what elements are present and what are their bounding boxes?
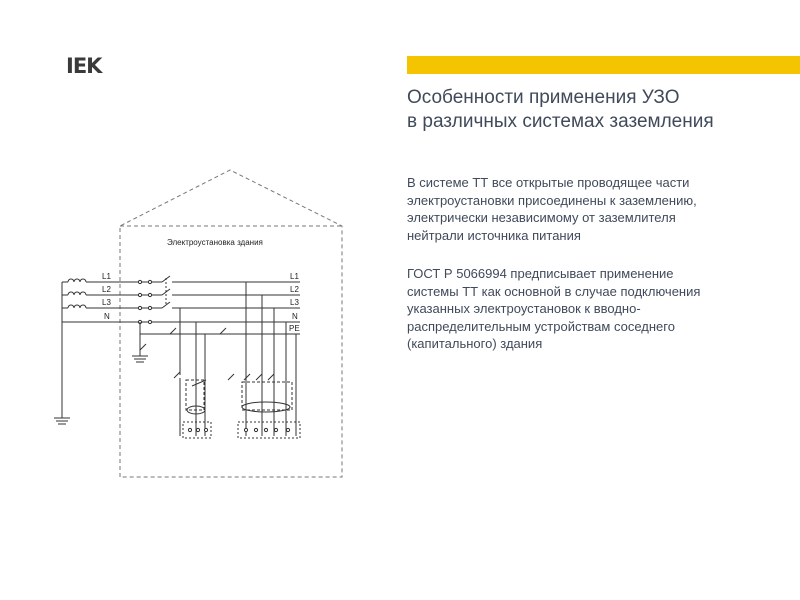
building-label: Электроустановка здания: [167, 238, 263, 247]
branch-1: [170, 308, 211, 438]
paragraph-line: электрически независимому от заземлителя: [407, 210, 676, 225]
branch-2-terminals: [244, 428, 289, 431]
terminals: [138, 280, 151, 323]
outgoing-buses: [140, 282, 300, 350]
left-label-n: N: [104, 312, 110, 321]
main-switch: [162, 276, 182, 308]
paragraph-line: ГОСТ Р 5066994 предписывает применение: [407, 266, 674, 281]
branch-1-terminals: [188, 428, 207, 431]
left-label-l3: L3: [102, 298, 111, 307]
paragraph-line: В системе ТТ все открытые проводящее части: [407, 175, 690, 190]
title-line-2: в различных системах заземления: [407, 111, 714, 132]
paragraph-line: нейтрали источника питания: [407, 227, 581, 243]
incoming-conductors: [86, 282, 140, 322]
right-label-pe: PE: [289, 324, 300, 333]
left-label-l2: L2: [102, 285, 111, 294]
building-outline: [120, 170, 342, 477]
paragraph-line: указанных электроустановок к вводно-: [407, 301, 641, 316]
iek-logo: IEK: [66, 54, 102, 78]
title-line-1: Особенности применения УЗО: [407, 87, 680, 108]
right-label-l1: L1: [290, 272, 299, 281]
paragraph-line: распределительным устройствам соседнего: [407, 318, 675, 334]
source-coils: [54, 279, 86, 424]
paragraph-line: системы ТТ как основной в случае подключения: [407, 283, 701, 299]
branch-2: [220, 282, 300, 438]
paragraph-line: (капитального) здания: [407, 336, 543, 351]
paragraph-line: электроустановки присоединены к заземлению,: [407, 192, 697, 208]
left-label-l1: L1: [102, 272, 111, 281]
right-label-n: N: [292, 312, 298, 321]
right-label-l3: L3: [290, 298, 299, 307]
right-label-l2: L2: [290, 285, 299, 294]
